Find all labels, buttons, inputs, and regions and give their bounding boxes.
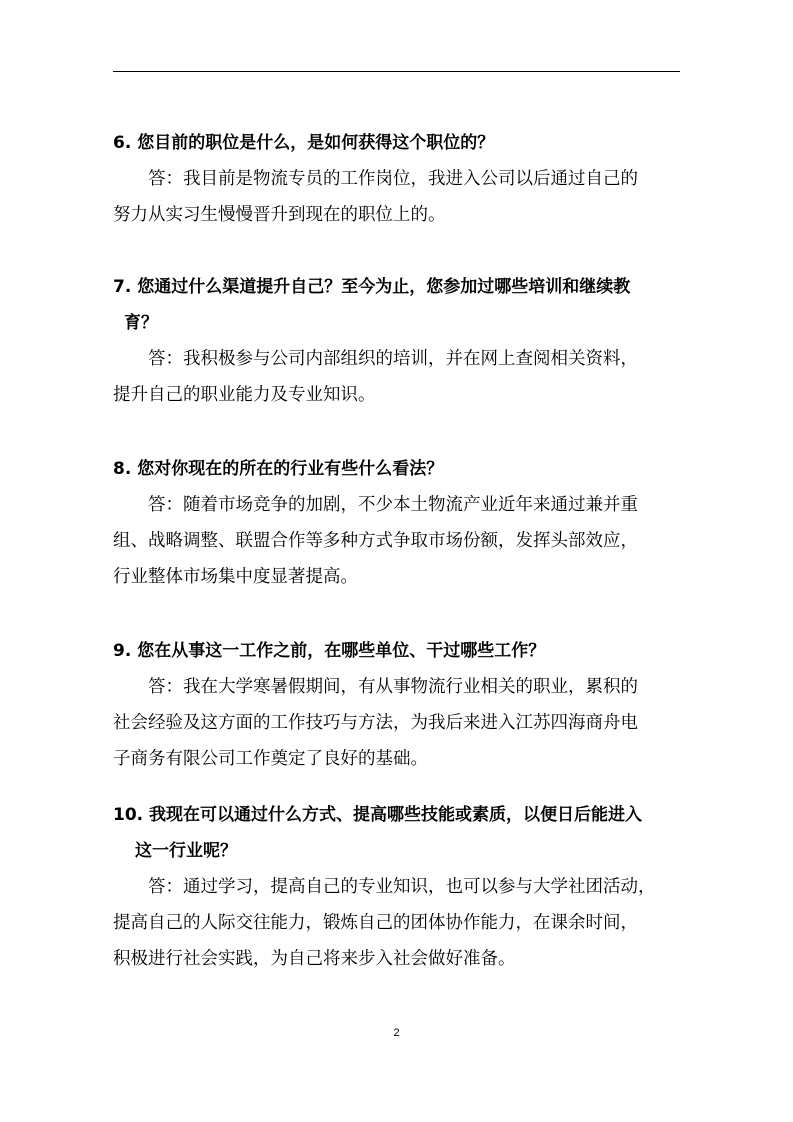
answer-7-line-2: 提升自己的职业能力及专业知识。 (113, 385, 376, 405)
answer-7 (113, 341, 683, 413)
qa-item-8 (113, 451, 683, 595)
question-8 (113, 451, 683, 487)
question-7-line-2: 育？ (124, 313, 158, 333)
answer-7-line-1: 答：我积极参与公司内部组织的培训，并在网上查阅相关资料， (148, 349, 638, 369)
answer-10-line-1: 答：通过学习，提高自己的专业知识，也可以参与大学社团活动， (148, 877, 656, 897)
answer-8-line-3: 行业整体市场集中度显著提高。 (113, 567, 358, 587)
qa-item-10 (113, 797, 683, 977)
answer-10 (113, 869, 683, 977)
header-rule (113, 71, 680, 72)
question-8-line-1: 8. 您对你现在的所在的行业有些什么看法？ (113, 459, 444, 479)
question-6 (113, 125, 683, 161)
answer-6 (113, 161, 683, 233)
answer-9-line-1: 答：我在大学寒暑假期间，有从事物流行业相关的职业，累积的 (148, 677, 638, 697)
answer-10-line-3: 积极进行社会实践，为自己将来步入社会做好准备。 (113, 949, 516, 969)
answer-9 (113, 669, 683, 777)
qa-item-9 (113, 633, 683, 777)
qa-item-7 (113, 269, 683, 413)
question-9 (113, 633, 683, 669)
answer-6-line-1: 答：我目前是物流专员的工作岗位，我进入公司以后通过自己的 (148, 169, 638, 189)
answer-8 (113, 487, 683, 595)
question-6-line-1: 6. 您目前的职位是什么，是如何获得这个职位的？ (113, 133, 495, 153)
question-7 (113, 269, 683, 341)
answer-8-line-1: 答：随着市场竞争的加剧，不少本土物流产业近年来通过兼并重 (148, 495, 638, 515)
answer-10-line-2: 提高自己的人际交往能力，锻炼自己的团体协作能力，在课余时间， (113, 913, 638, 933)
question-10 (113, 797, 683, 869)
answer-9-line-2: 社会经验及这方面的工作技巧与方法，为我后来进入江苏四海商舟电 (113, 713, 638, 733)
question-10-line-2: 这一行业呢？ (135, 841, 237, 861)
answer-9-line-3: 子商务有限公司工作奠定了良好的基础。 (113, 749, 428, 769)
answer-8-line-2: 组、战略调整、联盟合作等多种方式争取市场份额，发挥头部效应， (113, 531, 638, 551)
question-9-line-1: 9. 您在从事这一工作之前，在哪些单位、干过哪些工作？ (113, 641, 546, 661)
qa-item-6 (113, 125, 683, 233)
page-number: 2 (393, 1027, 400, 1039)
question-7-line-1: 7. 您通过什么渠道提升自己？至今为止，您参加过哪些培训和继续教 (113, 277, 631, 297)
answer-6-line-2: 努力从实习生慢慢晋升到现在的职位上的。 (113, 205, 446, 225)
question-10-line-1: 10. 我现在可以通过什么方式、提高哪些技能或素质，以便日后能进入 (113, 805, 643, 825)
